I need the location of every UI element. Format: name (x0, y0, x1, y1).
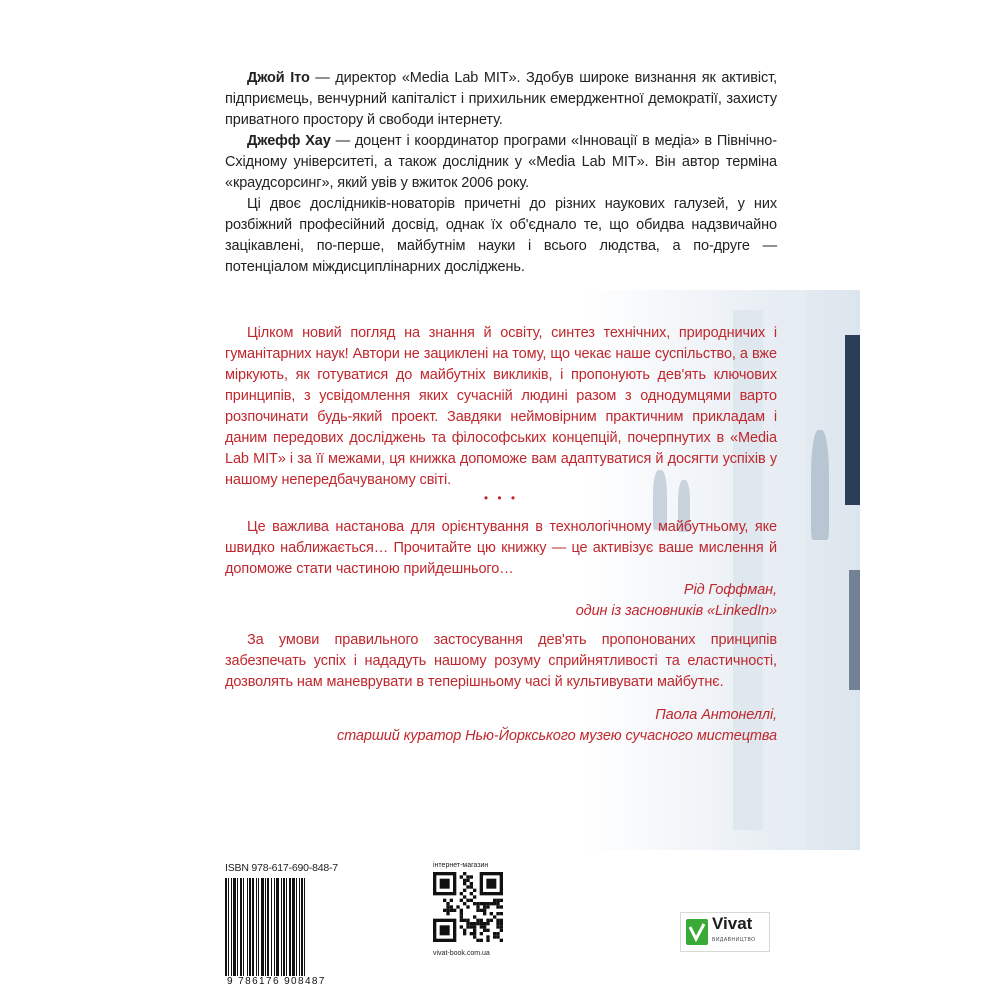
author-bio-howe (225, 131, 777, 194)
quote-antonelli-author: Паола Антонеллі, (655, 707, 777, 723)
qr-label: інтернет-магазин (433, 862, 489, 869)
author-bio-ito-text: — директор «Media Lab MIT». Здобув широке визнання як активіст, підприємець, венчурний капіталіст і прихильник емерджентної демократії, захисту приватного простору й свободи інтернету. (225, 70, 777, 128)
vivat-logo-mark-icon (686, 919, 708, 945)
author-name-howe: Джефф Хау (247, 133, 331, 149)
quote-antonelli-text: За умови правильного застосування дев'ять пропонованих принципів забезпечать успіх і нададуть нашому розуму сприйнятливості та еластичності, дозволять нам маневрувати в теперішньому часі й культивувати майбутнє. (225, 632, 777, 690)
quote-antonelli (225, 630, 777, 747)
authors-summary: Ці двоє дослідників-новаторів причетні до різних наукових галузей, у них розбіжний професійний досвід, однак їх об'єднало те, що обидва надзвичайно зацікавлені, по-перше, майбутнім науки і всього людства, а по-друге — потенціалом міждисциплінарних досліджень. (225, 196, 777, 275)
quote-antonelli-role: старший куратор Нью-Йоркського музею сучасного мистецтва (336, 728, 777, 744)
quote-hoffman-text: Це важлива настанова для орієнтування в технологічному майбутньому, яке швидко наближається… Прочитайте цю книжку — це активізує ваше мислення й допоможе стати частиною прийдешнього… (225, 519, 777, 577)
section-separator: • • • (483, 491, 519, 505)
barcode-bars (225, 878, 355, 978)
vivat-logo-name: Vivat (712, 914, 753, 933)
quote-hoffman-role: один із засновників «LinkedIn» (575, 603, 777, 619)
vivat-logo (680, 912, 770, 952)
book-back-cover (143, 0, 860, 1000)
vivat-logo-text (712, 916, 756, 948)
qr-url: vivat-book.com.ua (433, 950, 490, 957)
isbn-number: ISBN 978-617-690-848-7 (225, 862, 338, 874)
blurb-section (225, 323, 777, 491)
qr-code-icon (433, 872, 503, 942)
qr-code-block (433, 862, 503, 957)
barcode-bar (305, 878, 307, 978)
vivat-logo-sub: ВИДАВНИЦТВО (712, 937, 756, 943)
quote-hoffman (225, 517, 777, 622)
barcode-digits: 9 786176 908487 (225, 976, 355, 987)
blurb-text: Цілком новий погляд на знання й освіту, синтез технічних, природничих і гуманітарних наук! Автори не зациклені на тому, що чекає наше суспільство, а вже міркують, як готуватися до майбутніх викликів, і пропонують дев'ять ключових принципів, з усвідомлення яких сучасній людині разом з однодумцями варто розпочинати будь-який проект. Завдяки неймовірним практичним прикладам і даним передових досліджень та філософських концепцій, почерпнутих в «Media Lab MIT» і за її межами, ця книжка допоможе вам адаптуватися й досягти успіхів у нашому непередбачуваному світі. (225, 325, 777, 488)
author-name-ito: Джой Іто (247, 70, 310, 86)
author-bio-howe-text: — доцент і координатор програми «Інновації в медіа» в Північно-Східному університеті, а також дослідник у «Media Lab MIT». Він автор терміна «краудсорсинг», який увів у вжиток 2006 року. (225, 133, 777, 191)
author-bio-ito (225, 68, 777, 131)
quote-hoffman-author: Рід Гоффман, (683, 582, 777, 598)
isbn-barcode (225, 862, 355, 987)
authors-section (225, 68, 777, 278)
